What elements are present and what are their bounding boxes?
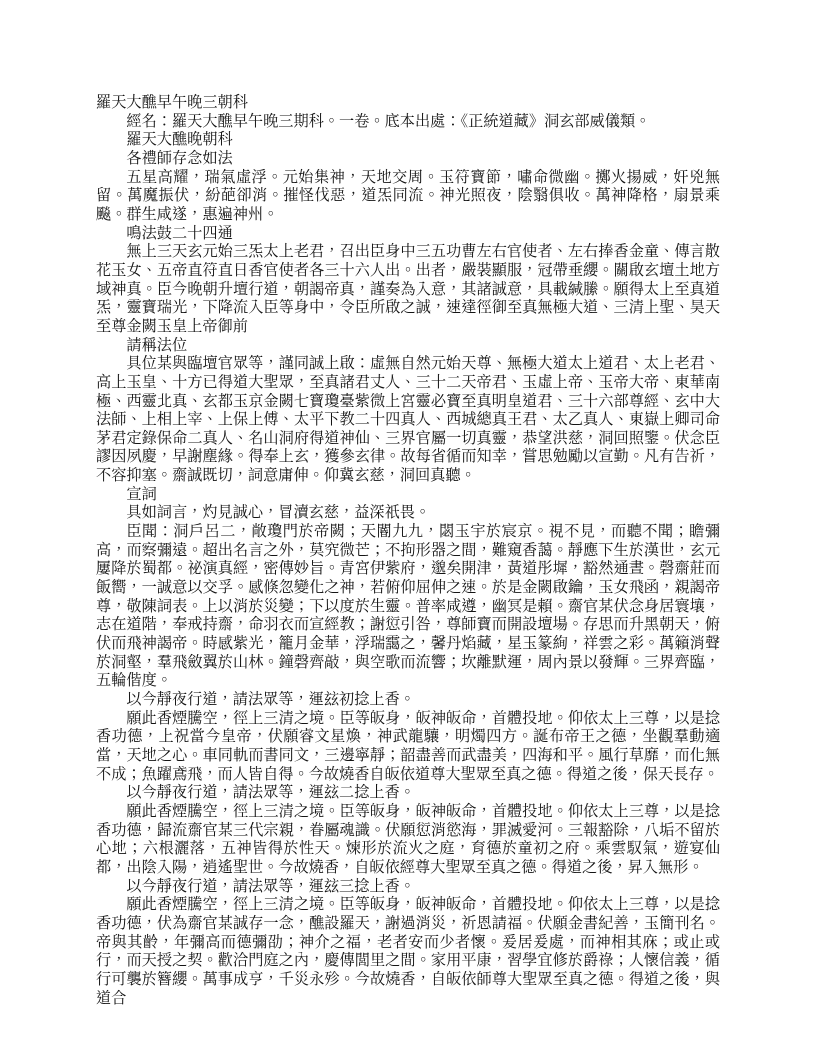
memorial-text-paragraph: 臣聞：洞戶呂二，敞瓊門於帝闕；天閽九九，閟玉宇於宸京。視不見，而聽不聞；瞻彌高，而察彌遠。超出名言之外，莫究微芒；不拘形器之間，難窺香藹。靜應下生於漢世，玄元屢降於蜀都。祕演真經，密傳妙旨。青宮伊紫府，邈矣開津，黃道彤墀，豁然通晝。磬齋莊而飯嚮，一誠意以交孚。感倏忽變化之神，若俯仰屈伸之速。於是金闕啟鑰，玉女飛函，親謁帝尊，敬陳詞表。上以消於災變；下以度於生靈。普率咸遵，幽冥是賴。齋官某伏念身居寰壤，志在道階，奉戒持齋，命羽衣而宣經教；謝愆引咎，尊師寶而開設壇場。存思而升黑朝天，俯伏而飛神謁帝。時感紫光，籠月金華，浮瑞靄之，馨丹焰藏，星玉篆絢，祥雲之彩。萬籟消聲於洞壑，羣飛斂翼於山林。鐘磬齊敲，與空歌而流響；坎離默運，周內景以發輝。三界齊臨，五輪偕度。 (96, 523, 720, 690)
rubric-first-incense: 以今靜夜行道，請法眾等，運玆初捻上香。 (126, 691, 415, 708)
section-title-evening-rite: 羅天大醮晚朝科 (126, 131, 233, 149)
rubric-proclaim-memorial: 宣詞 (126, 485, 157, 503)
rubric-third-incense: 以今靜夜行道，請法眾等，運玆三捻上香。 (126, 877, 415, 895)
third-incense-prayer: 願此香煙騰空，徑上三清之境。臣等皈身，皈神皈命，首體投地。仰依太上三尊，以是捻香功德，伏為齋官某誠存一念，醮設羅天，謝過消災，祈恩請福。伏願金書紀善，玉簡刊名。帝與其齡，年彌高而德彌劭；神介之福，老者安而少者懷。爰居爰處，而神相其庥；或止或行，而天授之契。歡洽門庭之內，慶傳閭里之間。家用平康，習學宜修於爵祿；人懷信義，循行可襲於簪纓。萬事成亨，千災永殄。今故燒香，自皈依師尊大聖眾至真之德。得道之後，與道合 (96, 896, 720, 1007)
summoning-invocation-paragraph: 無上三天玄元始三炁太上老君，召出臣身中三五功曹左右官使者、左右捧香金童、傳言散花玉女、五帝直符直日香官使者各三十六人出。出者，嚴裝顯服，冠帶垂纓。關啟玄壇土地方域神真。臣今晚朝升壇行道，朝謁帝真，謹奏為入意，其諸誠意，具載緘縢。願得太上至真道炁，靈寶瑞光，下降流入臣等身中，令臣所啟之誠，速達徑御至真無極大道、三清上聖、昊天至尊金闕玉皇上帝御前 (96, 243, 720, 335)
document-body (96, 94, 720, 1008)
deity-invocation-paragraph: 具位某與臨壇官眾等，謹同誠上啟：虛無自然元始天尊、無極大道太上道君、太上老君、高上玉皇、十方已得道大聖眾，至真諸君丈人、三十二天帝君、玉虛上帝、玉帝大帝、東華南極、西靈北真、玄都玉京金闕七寶瓊臺紫微上宮靈必寶至真明皇道君、三十六部尊經、玄中大法師、上相上宰、上保上傅、太平下教二十四真人、西城總真王君、太乙真人、東嶽上卿司命茅君定錄保命二真人、名山洞府得道神仙、三界官屬一切真靈，恭望洪慈，洞回照鑒。伏念臣謬因夙慶，早謝塵緣。得奉上玄，獲參玄律。故每省循而知幸，嘗思勉勵以宣勤。凡有告祈，不容抑塞。齋誠既切，詞意庸伸。仰冀玄慈，洞回真聽。 (96, 355, 720, 485)
document-title: 羅天大醮早午晚三朝科 (96, 94, 248, 111)
edition-note: 經名：羅天大醮早午晚三期科。一卷。底本出處：《正統道藏》洞玄部威儀類。 (126, 112, 651, 130)
first-incense-prayer: 願此香煙騰空，徑上三清之境。臣等皈身，皈神皈命，首體投地。仰依太上三尊，以是捻香功德，上祝當今皇帝，伏願睿文星煥，神武龍驤，明燭四方。誕布帝王之德，坐觀羣動適當，天地之心。車同軌而書同文，三邊寧靜；韶盡善而武盡美，四海和平。風行草靡，而化無不成；魚躍鳶飛，而人皆自得。今故燒香自皈依道尊大聖眾至真之德。得道之後，保天長存。 (96, 709, 720, 783)
second-incense-prayer: 願此香煙騰空，徑上三清之境。臣等皈身，皈神皈命，首體投地。仰依太上三尊，以是捻香功德，歸流齋官某三代宗親，眷屬魂識。伏願愆消慾海，罪滅愛河。三報豁除，八垢不留於心地；六根灑落，五神皆得於性天。煉形於流火之庭，育德於童初之府。乘雲馭氣，遊宴仙都，出陰入陽，逍遙聖世。今故燒香，自皈依經尊大聖眾至真之德。得道之後，昇入無形。 (96, 802, 720, 876)
rubric-officiants-meditation: 各禮師存念如法 (126, 149, 233, 167)
memorial-declaration-line: 具如詞言，灼見誠心，冒瀆玄慈，益深祇畏。 (126, 504, 431, 522)
rubric-law-drum: 鳴法鼓二十四通 (126, 224, 233, 242)
rubric-second-incense: 以今靜夜行道，請法眾等，運玆二捻上香。 (126, 784, 415, 802)
rubric-announce-ritual-rank: 請稱法位 (126, 336, 188, 354)
opening-hymn-paragraph: 五星高耀，瑞氣虛浮。元始集神，天地交周。玉符寶節，嘯命微幽。擲火揚威，奸兇無留。萬魔振伏，紛葩卻消。摧怪伐惡，道炁同流。神光照夜，陰翳俱收。萬神降格，扇景乘飈。群生咸遂，惠遍神州。 (96, 168, 720, 223)
